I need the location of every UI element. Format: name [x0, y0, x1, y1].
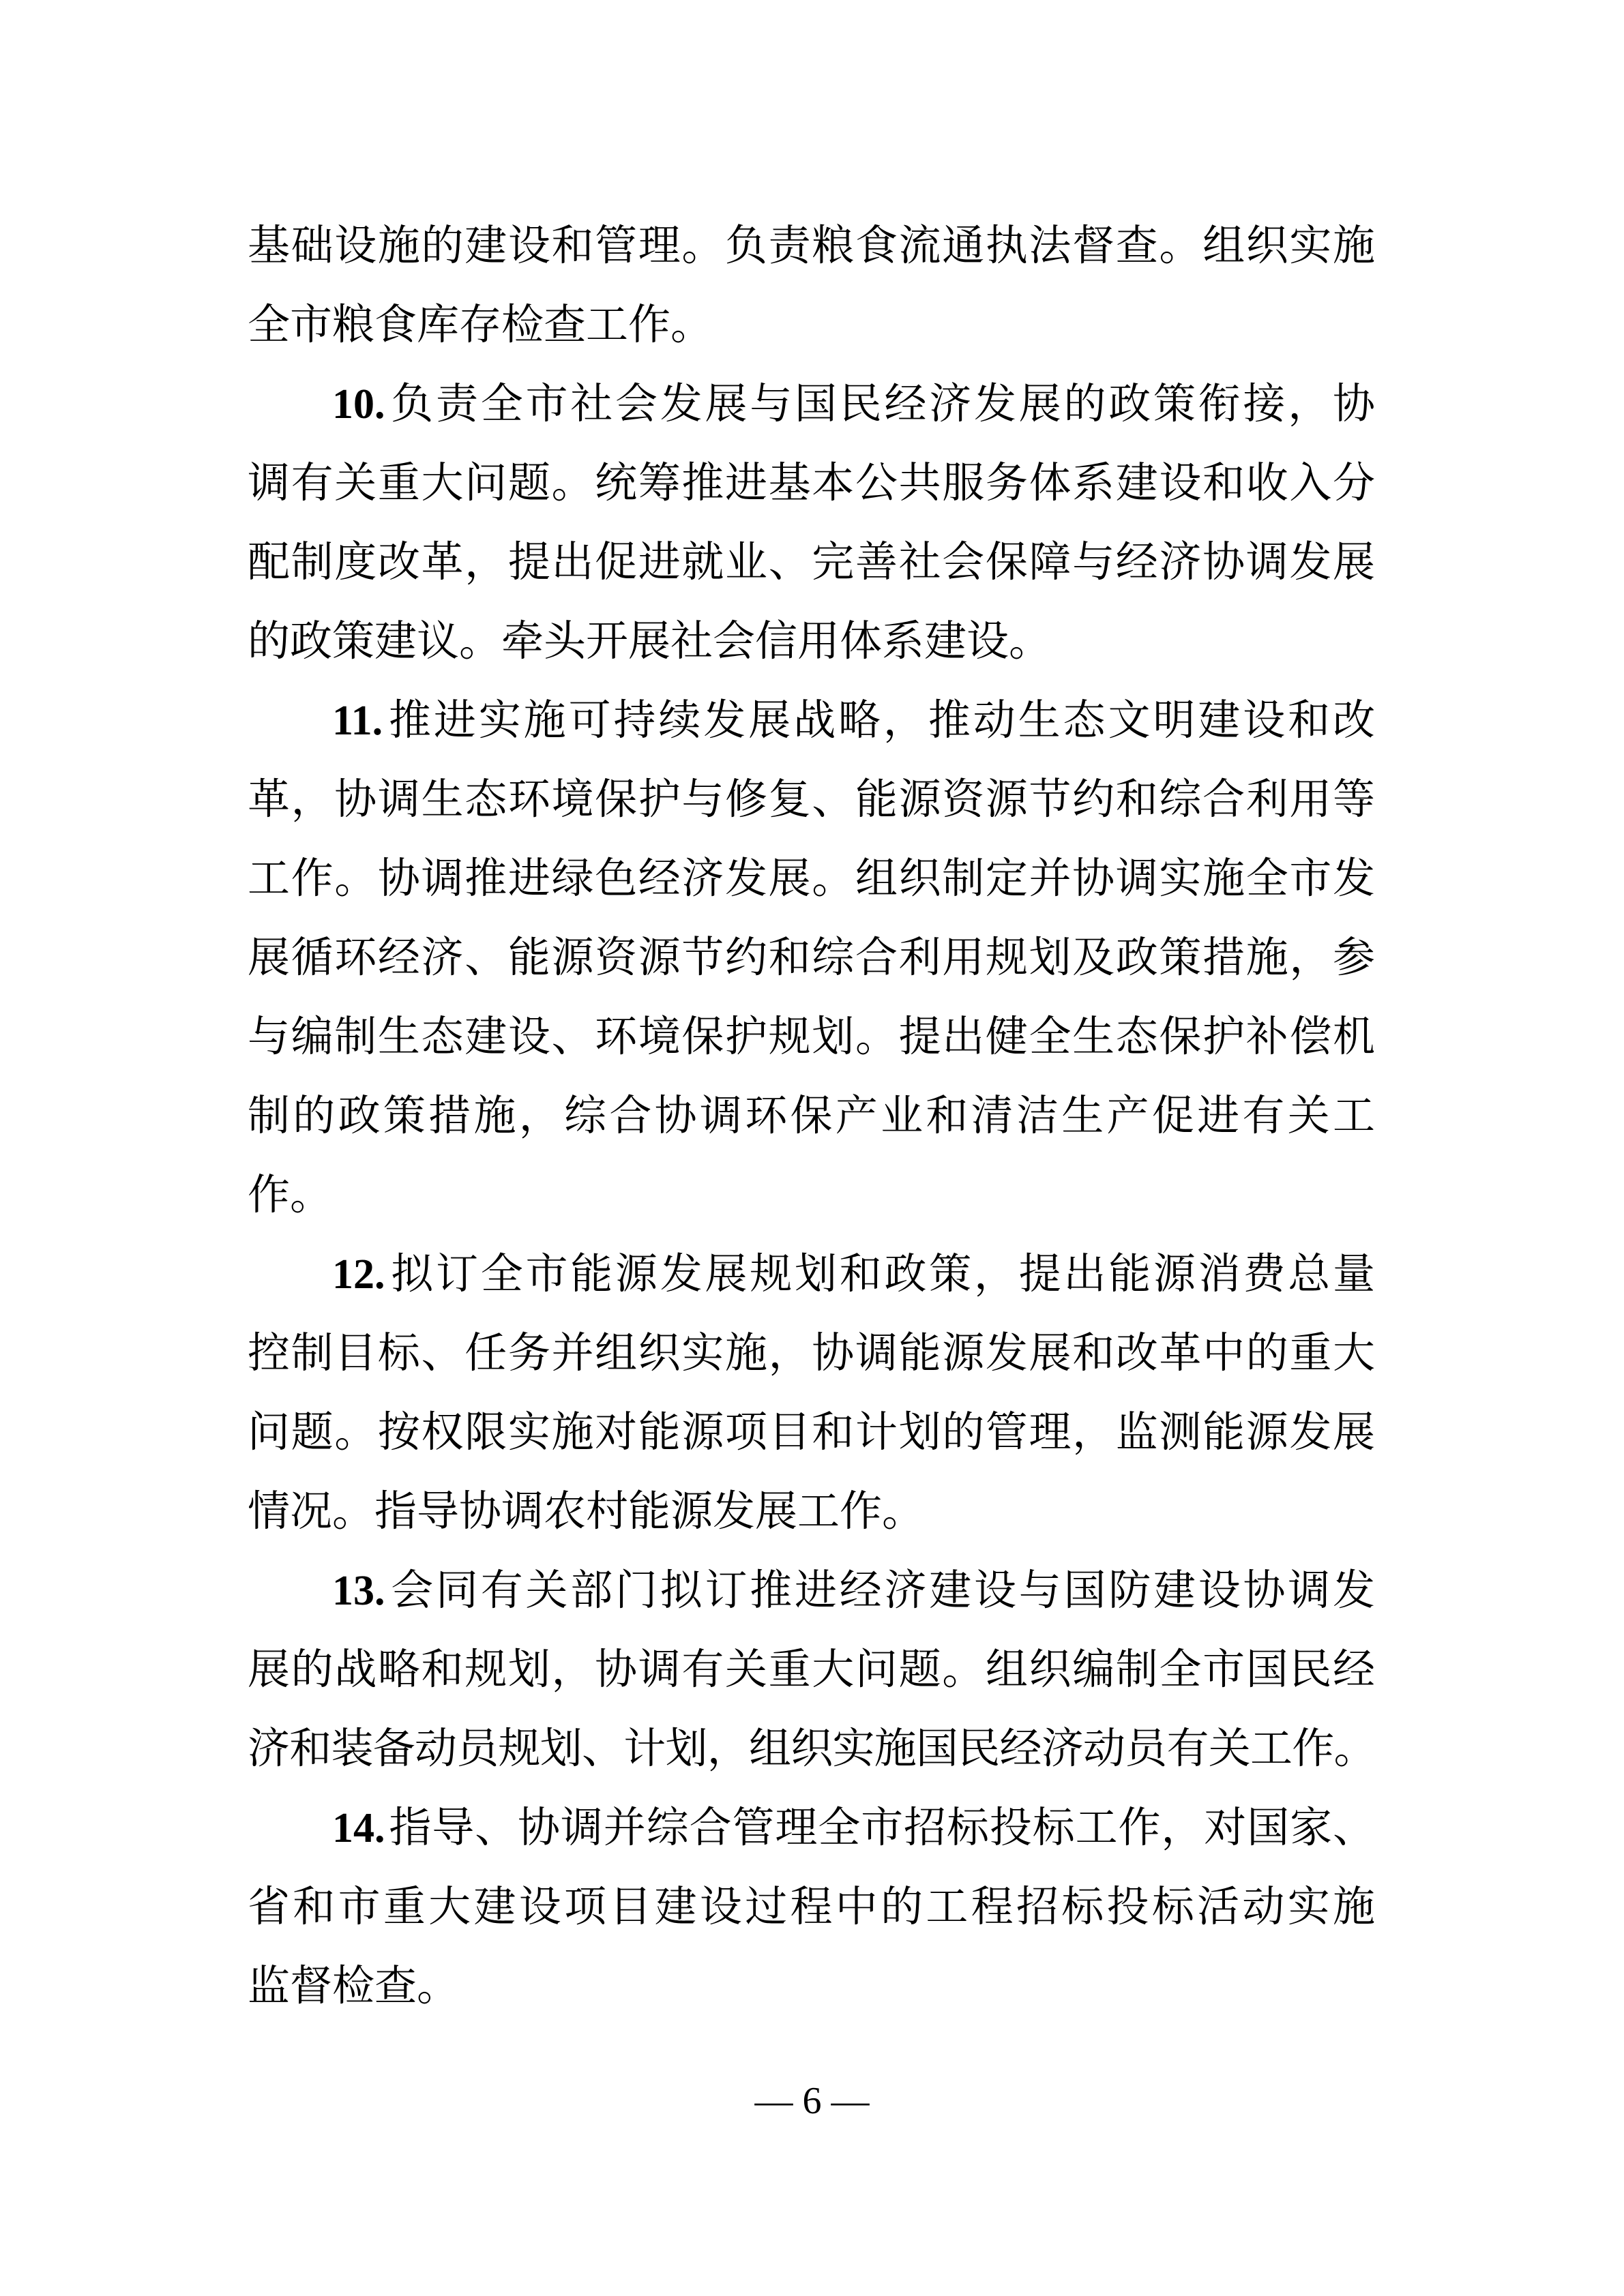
- text-line: 控制目标、任务并组织实施，协调能源发展和改革中的重大: [248, 1330, 1375, 1377]
- item-number-13: 13.: [332, 1568, 385, 1614]
- paragraph-item-14: [248, 1789, 1375, 2026]
- text-line: 配制度改革，提出促进就业、完善社会保障与经济协调发展: [248, 539, 1375, 586]
- paragraph-item-12: [248, 1235, 1375, 1551]
- page-number: — 6 —: [754, 2080, 870, 2122]
- text-line: 济和装备动员规划、计划，组织实施国民经济动员有关工作。: [248, 1726, 1375, 1772]
- text-line: 问题。按权限实施对能源项目和计划的管理，监测能源发展: [248, 1410, 1375, 1456]
- text-line: [248, 1235, 1375, 1314]
- text-line-content: 推进实施可持续发展战略，推动生态文明建设和改: [386, 698, 1375, 744]
- text-line: 基础设施的建设和管理。负责粮食流通执法督查。组织实施: [248, 223, 1375, 269]
- text-line: [248, 1789, 1375, 1868]
- text-line-content: 会同有关部门拟订推进经济建设与国防建设协调发: [388, 1568, 1375, 1614]
- item-number-10: 10.: [332, 381, 385, 428]
- item-number-14: 14.: [332, 1805, 385, 1851]
- text-line: 全市粮食库存检查工作。: [248, 302, 713, 348]
- paragraph-item-13: [248, 1551, 1375, 1789]
- text-line: 革，协调生态环境保护与修复、能源资源节约和综合利用等: [248, 777, 1375, 823]
- text-line: 省和市重大建设项目建设过程中的工程招标投标活动实施: [248, 1884, 1375, 1930]
- item-number-12: 12.: [332, 1251, 385, 1298]
- paragraph-continuation: [248, 207, 1375, 365]
- item-number-11: 11.: [332, 698, 383, 744]
- text-line: 调有关重大问题。统筹推进基本公共服务体系建设和收入分: [248, 460, 1375, 507]
- text-line: 制的政策措施，综合协调环保产业和清洁生产促进有关工: [248, 1093, 1375, 1139]
- text-line-content: 拟订全市能源发展规划和政策，提出能源消费总量: [388, 1251, 1375, 1298]
- text-line: 作。: [248, 1172, 333, 1219]
- text-line-content: 指导、协调并综合管理全市招标投标工作，对国家、: [388, 1805, 1375, 1851]
- text-line: 的政策建议。牵头开展社会信用体系建设。: [248, 618, 1052, 665]
- text-line: 展的战略和规划，协调有关重大问题。组织编制全市国民经: [248, 1647, 1375, 1693]
- text-block: [248, 207, 1375, 2026]
- text-line: 展循环经济、能源资源节约和综合利用规划及政策措施，参: [248, 935, 1375, 981]
- text-line: 情况。指导协调农村能源发展工作。: [248, 1489, 925, 1535]
- text-line: 监督检查。: [248, 1963, 460, 2010]
- text-line: [248, 365, 1375, 444]
- paragraph-item-10: [248, 365, 1375, 681]
- text-line: 与编制生态建设、环境保护规划。提出健全生态保护补偿机: [248, 1014, 1375, 1060]
- text-line: [248, 681, 1375, 760]
- text-line: 工作。协调推进绿色经济发展。组织制定并协调实施全市发: [248, 856, 1375, 902]
- paragraph-item-11: [248, 681, 1375, 1235]
- text-line-content: 负责全市社会发展与国民经济发展的政策衔接，协: [388, 381, 1375, 428]
- text-line: [248, 1551, 1375, 1630]
